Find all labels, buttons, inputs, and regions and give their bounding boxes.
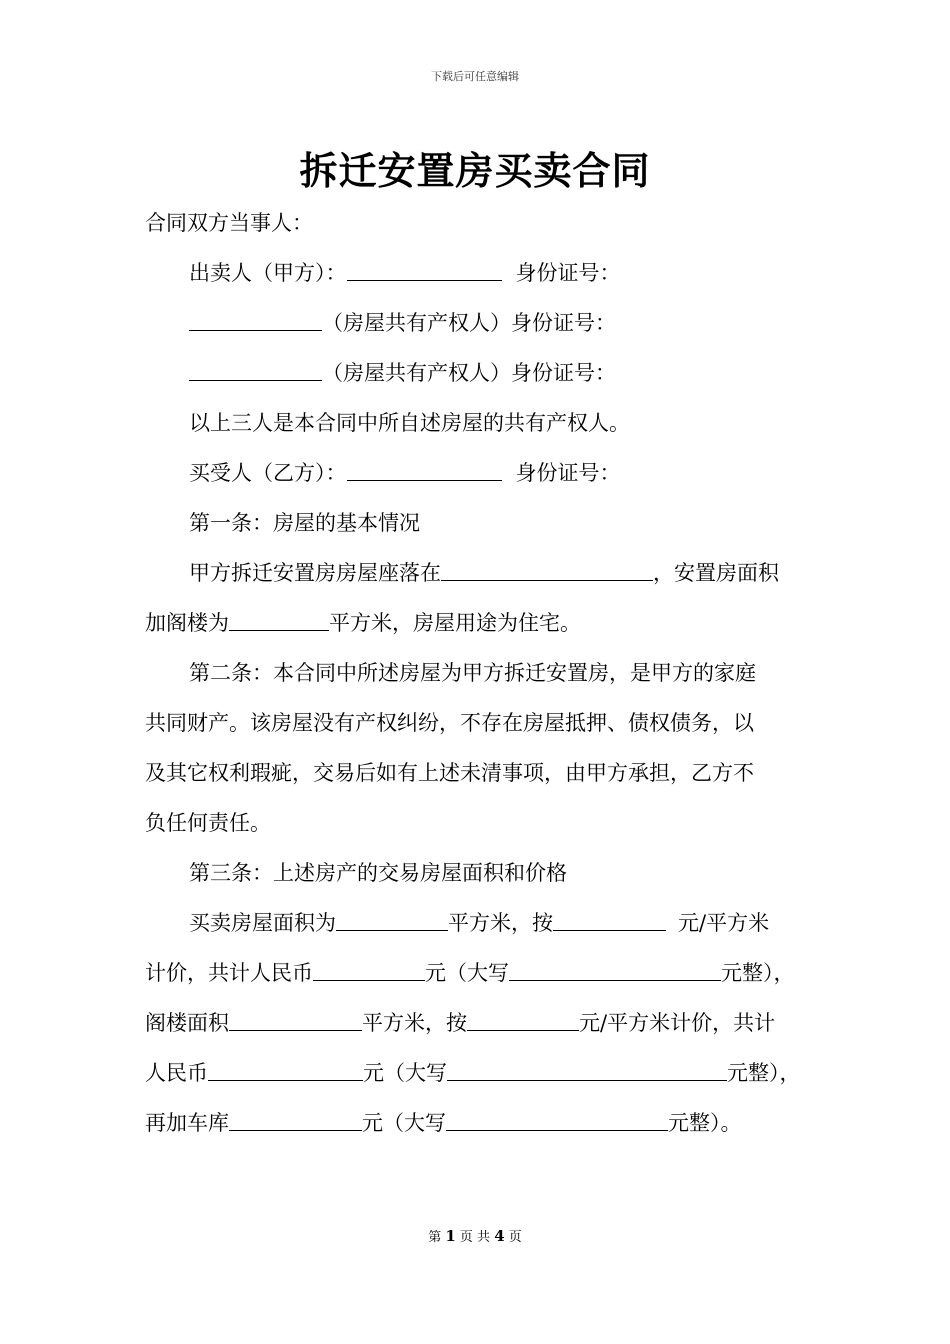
- buyer-name-blank: [347, 459, 502, 481]
- area-blank: [229, 609, 329, 631]
- text-segment: 平方米，按: [362, 1011, 467, 1035]
- page-footer: [0, 1226, 950, 1245]
- co-owner-line-2: [145, 348, 815, 398]
- text-segment: 甲方拆迁安置房房屋座落在: [189, 561, 441, 585]
- co-owner-2-label: （房屋共有产权人）身份证号：: [322, 361, 616, 385]
- text-segment: 元（大写: [362, 1111, 446, 1135]
- buyer-line: [145, 448, 815, 498]
- co-owner-1-label: （房屋共有产权人）身份证号：: [322, 311, 616, 335]
- article-1-title: 第一条：房屋的基本情况: [189, 511, 420, 535]
- text-segment: ，安置房面积: [653, 561, 779, 585]
- article-3-title: 第三条：上述房产的交易房屋面积和价格: [189, 861, 567, 885]
- total-price-words-blank: [509, 959, 721, 981]
- garage-price-words-blank: [446, 1109, 668, 1131]
- text-segment: 再加车库: [145, 1111, 229, 1135]
- text-segment: 元（大写: [363, 1061, 447, 1085]
- co-owner-line-1: [145, 298, 815, 348]
- location-blank: [441, 559, 653, 581]
- buyer-label: 买受人（乙方）：: [189, 461, 347, 485]
- attic-area-blank: [229, 1009, 362, 1031]
- footer-text: 页: [508, 1230, 522, 1245]
- footer-text: 页 共: [459, 1230, 491, 1245]
- article-3-line-5: [145, 1098, 815, 1148]
- attic-price-blank: [467, 1009, 579, 1031]
- current-page-number: 1: [445, 1227, 456, 1245]
- article-2-line-1: 第二条：本合同中所述房屋为甲方拆迁安置房，是甲方的家庭: [189, 661, 756, 685]
- co-owner-2-blank: [189, 359, 322, 381]
- article-3-line-4: [145, 1048, 815, 1098]
- unit-price-blank: [553, 909, 666, 931]
- article-2-line-4: 负任何责任。: [145, 811, 271, 835]
- text-segment: 元（大写: [425, 961, 509, 985]
- buyer-id-label: 身份证号：: [515, 461, 621, 485]
- attic-total-blank: [208, 1059, 363, 1081]
- co-owner-statement: 以上三人是本合同中所自述房屋的共有产权人。: [189, 411, 630, 435]
- co-owner-1-blank: [189, 309, 322, 331]
- text-segment: 元整）。: [668, 1111, 742, 1135]
- seller-label: 出卖人（甲方）：: [189, 261, 347, 285]
- seller-id-label: 身份证号：: [515, 261, 621, 285]
- seller-line: [145, 248, 815, 298]
- text-segment: 阁楼面积: [145, 1011, 229, 1035]
- text-segment: 元/平方米: [678, 911, 770, 935]
- article-2-line-2: 共同财产。该房屋没有产权纠纷，不存在房屋抵押、债权债务，以: [145, 711, 754, 735]
- article-1-line-1: [145, 548, 815, 598]
- footer-text: 第: [428, 1230, 442, 1245]
- seller-name-blank: [347, 259, 502, 281]
- total-pages-number: 4: [494, 1227, 505, 1245]
- article-3-line-2: [145, 948, 815, 998]
- header-note: 下载后可任意编辑: [431, 70, 519, 83]
- article-3-line-3: [145, 998, 815, 1048]
- text-segment: 买卖房屋面积为: [189, 911, 336, 935]
- article-1-line-2: [145, 598, 815, 648]
- parties-heading: 合同双方当事人：: [145, 211, 313, 235]
- text-segment: 平方米，按: [448, 911, 553, 935]
- house-area-blank: [336, 909, 448, 931]
- text-segment: 计价，共计人民币: [145, 961, 313, 985]
- garage-price-blank: [229, 1109, 362, 1131]
- text-segment: 元/平方米计价，共计: [579, 1011, 776, 1035]
- total-price-blank: [313, 959, 425, 981]
- document-title: 拆迁安置房买卖合同: [299, 148, 651, 193]
- attic-total-words-blank: [447, 1059, 727, 1081]
- text-segment: 人民币: [145, 1061, 208, 1085]
- text-segment: 加阁楼为: [145, 611, 229, 635]
- text-segment: 元整），: [727, 1061, 801, 1085]
- article-2-line-3: 及其它权利瑕疵，交易后如有上述未清事项，由甲方承担，乙方不: [145, 761, 754, 785]
- article-3-line-1: [145, 898, 815, 948]
- text-segment: 平方米，房屋用途为住宅。: [329, 611, 581, 635]
- text-segment: 元整），: [721, 961, 795, 985]
- document-body: [145, 198, 815, 1148]
